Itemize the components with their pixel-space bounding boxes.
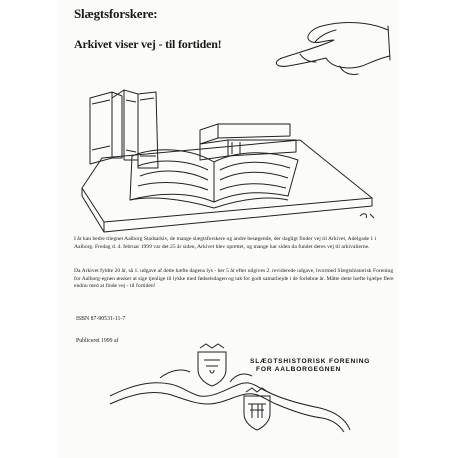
anniversary-paragraph: Da Arkivet fyldte 20 år, så 1. udgave af dette hæfte dagens lys - her 5 år efter udgives 2. reviderede udgave, hvormed Slægtshistorisk Forening for Aalborg-egnen ønsker at sige tjenlige til lykke med fødselsdagen og tak for godt samarbejde i de forløbne år. Måtte dette hæfte hjælpe flere endnu med at finde vej - til fortiden!	[74, 268, 394, 290]
page-title: Slægtsforskere:	[74, 6, 158, 21]
society-name-line1: SLÆGTSHISTORISK FORENING	[250, 358, 371, 365]
page-subtitle: Arkivet viser vej - til fortiden!	[74, 37, 222, 51]
isbn-number: ISBN 87-90531-11-7	[76, 316, 126, 322]
intro-paragraph: I år kan bedre tilegnet Aalborg Stadsarkiv, de mange slægtsforskere og andre besøgende, der dagligt finder vej til Arkivet, Adelgade 1 i Aalborg. Fredag d. 4. februar 1999 var det 25 år siden, Arkivet blev oprettet, og mange har siden da fundet deres vej til arkivalierne.	[74, 236, 377, 250]
society-name	[250, 358, 370, 374]
society-name-line2: FOR AALBORGEGNEN	[256, 366, 342, 373]
document-page	[58, 0, 398, 458]
published-by-label: Publiceret 1999 af	[76, 338, 119, 344]
